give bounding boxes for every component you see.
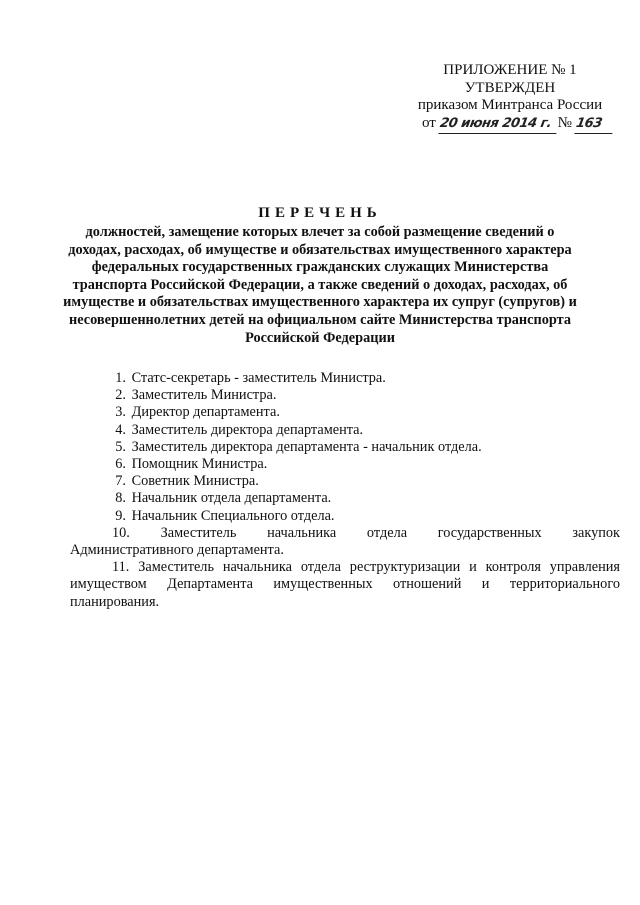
list-item-11 xyxy=(70,559,620,611)
handwritten-date: 20 июня 2014 г. xyxy=(438,115,559,134)
item-number: 3. xyxy=(115,404,126,421)
document-title: ПЕРЕЧЕНЬ xyxy=(258,205,382,221)
item-number: 4. xyxy=(115,421,126,438)
list-item xyxy=(72,473,620,490)
item-text: Статс-секретарь - заместитель Министра. xyxy=(131,370,386,386)
appendix-label: ПРИЛОЖЕНИЕ № 1 xyxy=(443,62,577,78)
subtitle-line: должностей, замещение которых влечет за собой размещение сведений о xyxy=(85,224,555,240)
item-text: Заместитель директора департамента. xyxy=(131,421,364,438)
number-sign: № xyxy=(557,114,572,131)
item-10-line-2: Административного департамента. xyxy=(70,542,284,559)
subtitle-line: транспорта Российской Федерации, а также сведений о доходах, расходах, об xyxy=(72,276,568,293)
subtitle-line: Российской Федерации xyxy=(245,329,395,346)
item-number: 5. xyxy=(115,438,126,455)
order-by-label: приказом Минтранса России xyxy=(417,97,603,113)
subtitle-line: федеральных государственных гражданских служащих Министерства xyxy=(91,259,549,276)
list-item xyxy=(72,387,620,404)
item-11-line-1: 11. Заместитель начальника отдела реструктуризации и контроля управления xyxy=(112,559,620,576)
item-text: Помощник Министра. xyxy=(131,456,268,473)
item-11-line-2: имуществом Департамента имущественных отношений и территориального xyxy=(70,576,620,593)
list-item xyxy=(72,508,620,525)
item-text: Советник Министра. xyxy=(131,473,259,490)
handwritten-number: 163 xyxy=(574,115,615,134)
order-date-line xyxy=(400,115,620,134)
item-text: Заместитель Министра. xyxy=(131,387,277,404)
subtitle-line: несовершеннолетних детей на официальном сайте Министерства транспорта xyxy=(68,311,571,328)
title-block xyxy=(58,204,582,347)
list-item xyxy=(72,404,620,421)
list-item xyxy=(72,370,620,387)
item-text: Начальник Специального отдела. xyxy=(131,507,335,524)
positions-list xyxy=(72,370,620,611)
from-prefix: от xyxy=(422,114,436,131)
item-number: 6. xyxy=(115,456,126,473)
list-item-10 xyxy=(70,525,620,559)
list-item xyxy=(72,439,620,456)
list-item xyxy=(72,490,620,507)
item-10-line-1: 10. Заместитель начальника отдела государственных закупок xyxy=(112,524,620,541)
approval-header xyxy=(400,62,620,133)
item-text: Начальник отдела департамента. xyxy=(131,490,332,507)
item-number: 2. xyxy=(115,387,126,404)
item-number: 8. xyxy=(115,490,126,507)
item-text: Директор департамента. xyxy=(131,404,280,421)
item-number: 7. xyxy=(115,473,126,490)
item-11-line-3: планирования. xyxy=(70,593,160,610)
list-item xyxy=(72,456,620,473)
item-number: 9. xyxy=(115,507,126,524)
subtitle-line: доходах, расходах, об имуществе и обязательствах имущественного характера xyxy=(68,241,572,258)
document-subtitle xyxy=(58,224,582,347)
item-number: 1. xyxy=(115,370,126,386)
subtitle-line: имуществе и обязательствах имущественного характера их супруг (супругов) и xyxy=(63,294,577,311)
item-text: Заместитель директора департамента - начальник отдела. xyxy=(131,438,482,455)
approved-label: УТВЕРЖДЕН xyxy=(464,79,556,96)
list-item xyxy=(72,422,620,439)
